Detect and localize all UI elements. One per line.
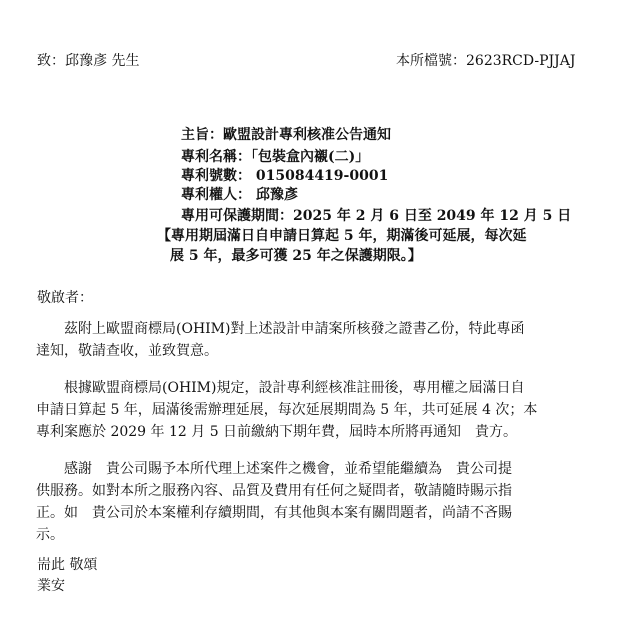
protection-term: 專用可保護期間：2025 年 2 月 6 日至 2049 年 12 月 5 日 <box>181 208 572 224</box>
paragraph-line: 示。 <box>36 527 64 543</box>
term-note-line-1: 【專用期屆滿日自申請日算起 5 年，期滿後可延展，每次延 <box>157 228 527 244</box>
paragraph-line: 申請日算起 5 年，屆滿後需辦理延展，每次延展期間為 5 年，共可延展 4 次；本 <box>36 402 538 418</box>
paragraph-certificate <box>36 318 584 362</box>
paragraph-line: 達知，敬請查收，並致賀意。 <box>36 343 218 359</box>
paragraph-line: 根據歐盟商標局(OHIM)規定，設計專利經核准註冊後，專用權之屆滿日自 <box>64 380 525 396</box>
closing-line-2: 業安 <box>37 578 65 594</box>
patent-owner: 專利權人： 邱豫彥 <box>181 187 298 203</box>
paragraph-line: 專利案應於 2029 年 12 月 5 日前繳納下期年費，屆時本所將再通知 貴方。 <box>36 424 518 440</box>
file-number: 本所檔號：2623RCD-PJJAJ <box>396 53 576 69</box>
term-note-line-2: 展 5 年，最多可獲 25 年之保護期限。】 <box>170 248 422 264</box>
paragraph-line: 感謝 貴公司賜予本所代理上述案件之機會，並希望能繼續為 貴公司提 <box>64 461 512 477</box>
patent-number: 專利號數： 015084419-0001 <box>181 168 389 184</box>
recipient: 致：邱豫彥 先生 <box>37 53 140 69</box>
closing-line-1: 耑此 敬頌 <box>37 557 98 573</box>
paragraph-regulation <box>36 377 584 443</box>
subject-title: 主旨：歐盟設計專利核准公告通知 <box>181 127 391 143</box>
paragraph-line: 供服務。如對本所之服務內容、品質及費用有任何之疑問者，敬請隨時賜示指 <box>36 483 512 499</box>
patent-name: 專利名稱：「包裝盒內襯(二)」 <box>181 149 370 165</box>
paragraph-line: 正。如 貴公司於本案權利存續期間，有其他與本案有關問題者，尚請不吝賜 <box>36 505 512 521</box>
salutation: 敬啟者： <box>37 290 93 306</box>
paragraph-thanks <box>36 458 584 546</box>
paragraph-line: 茲附上歐盟商標局(OHIM)對上述設計申請案所核發之證書乙份，特此專函 <box>64 321 525 337</box>
